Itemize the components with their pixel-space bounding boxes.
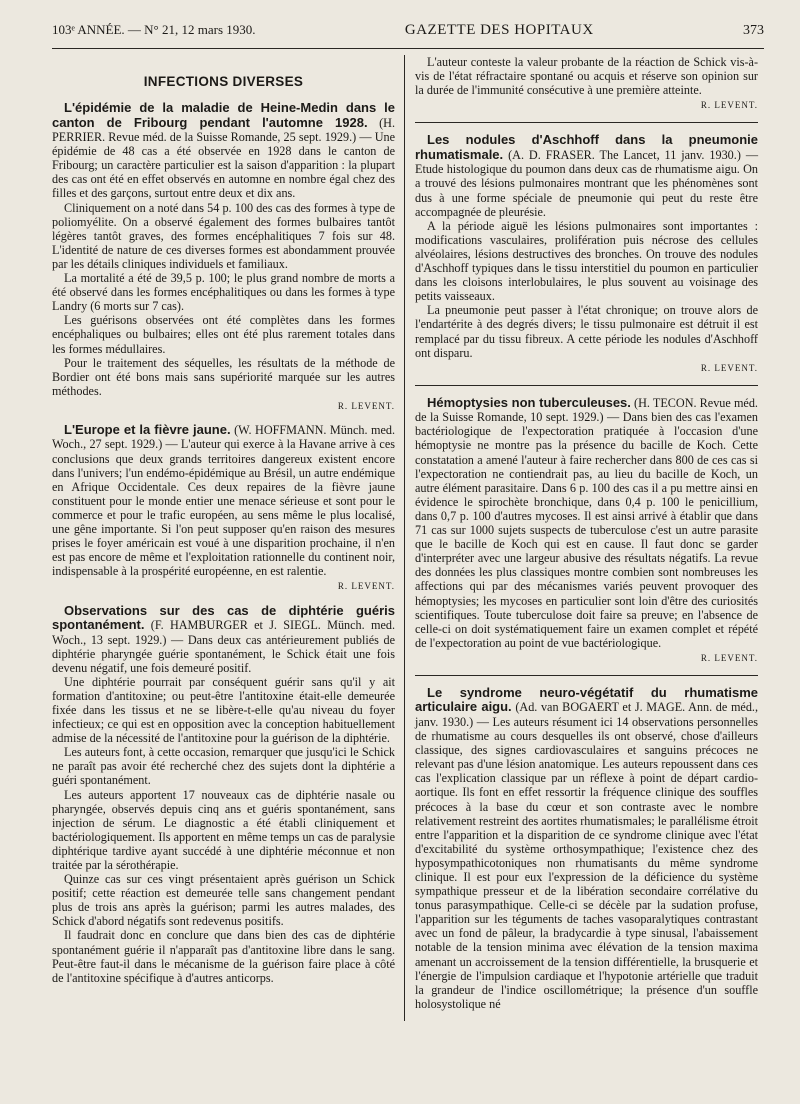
article-title: Le syndrome neuro-végétatif du rhumatisme articulaire aigu. (415, 684, 758, 715)
left-column (52, 55, 404, 1021)
article-paragraph: Une diphtérie pourrait par conséquent guérir sans qu'il y ait formation d'antitoxine; ou peut-être l'antitoxine était-elle demeurée fixée dans les tissus et ne se libère-t-elle qu'au niveau du foyer infectieux; ce qui est en opposition avec la conception habituellement admise de la nécessité de l'antitoxine pour la guérison de la diphtérie. (52, 674, 395, 746)
article-title: Observations sur des cas de diphtérie guéris spontanément. (52, 602, 395, 632)
page-number: 373 (743, 23, 764, 38)
author-signature: R. LEVENT. (700, 652, 758, 663)
article-reference: (Ad. van BOGAERT et J. MAGE. Ann. de méd., janv. 1930.) (415, 700, 759, 729)
section-heading: INFECTIONS DIVERSES (143, 74, 304, 89)
article-paragraph: — Les auteurs résument ici 14 observations personnelles de rhumatisme au cours desquelles ils ont observé, chose d'ailleurs classique, des signes cardiovasculaires et sanguins précoces ne relevant pas d'une lésion anatomique. Les auteurs repoussent dans ces cas l'explication classique par un réflexe à point de départ cardio-aortique. Ils font en effet ressortir la fréquence clinique des souffles précoces à la base du cœur et son contraste avec le nombre relativement restreint des aortites rhumatismales; le parallélisme étroit entre l'apparition et la disparition de ce syndrome clinique avec l'état d'excitabilité du système orthosympathique; l'existence chez des hyposympathicotoniques non rhumatisants du même syndrome clinique. Il est pour eux l'expression de la déficience du système sympathique presseur et de la libération secondaire corrélative du tonus parasympathique. Celle-ci se décèle par la sudation profuse, l'apparition sur les téguments de taches vasoparalytiques contrastant avec un fond de pâleur, la bradycardie à type sinusal, l'abaissement notable de la tension minima avec élévation de la tension maxima amenant un accroissement de la tension différentielle, la brusquerie et l'énergie de l'impulsion cardiaque et l'hypotonie artérielle que traduit la grandeur de l'indice oscillométrique; la présence d'un souffle holosystolique né (415, 714, 759, 1011)
article-title: Les nodules d'Aschhoff dans la pneumonie rhumatismale. (415, 132, 758, 162)
article-paragraph: Il faudrait donc en conclure que dans bien des cas de diphtérie spontanément guérie il n'apparaît pas d'antitoxine libre dans le sang. Peut-être faut-il dans le mécanisme de la guérison faire place à côté de l'antitoxine spécifique à d'autres anticorps. (52, 928, 395, 985)
article-paragraph: — Dans bien des cas l'examen bactériologique de l'expectoration pratiquée à l'occasion d'une hémoptysie ne montre pas la présence du bacille de Koch. Cette constatation a amené l'auteur à faire rechercher dans 800 de ces cas si l'expectoration ne contiendrait pas, au lieu du bacille de Koch, un autre élément parasitaire. Dans 6 p. 100 des cas il a pu mettre ainsi en évidence le spirochète bronchique, dans 0,4 p. 100 le penicillium, dans 0,7 p. 100 d'autres mycoses. Il est ainsi arrivé à établir que dans 71 cas sur 1000 sujets suspects de tuberculose c'est un autre parasite que le bacille de Koch qui est en cause. Il faut donc se garder d'interpréter avec une largeur abusive des résultats négatifs. La revue des données les plus classiques montre combien sont nombreuses les affections qui par des mécanismes variés peuvent provoquer des hémoptysies; les mycoses en particulier sont loin d'être des curiosités scientifiques. Toute tuberculose doit faire sa preuve; en l'absence de celle-ci on doit systématiquement faire un examen complet et répété de l'expectoration au point de vue bactériologique. (415, 410, 758, 650)
article-title: L'épidémie de la maladie de Heine-Medin dans le canton de Fribourg pendant l'automne 1928. (52, 100, 395, 130)
article-reference: (F. HAMBURGER et J. SIEGL. Münch. med. Woch., 13 sept. 1929.) (52, 618, 396, 647)
article-continuation (415, 55, 758, 112)
article-reference: (H. TECON. Revue méd. de la Suisse Romande, 10 sept. 1929.) (415, 395, 758, 425)
article-paragraph: A la période aiguë les lésions pulmonaires sont importantes : modifications vasculaires, prolifération puis nécrose des cellules alvéolaires, lésions destructives des bronches. On trouve des nodules d'Aschhoff typiques dans le tissu interstitiel du poumon en particulier dans les cloisons interlobulaires, le plus souvent au voisinage des petits vaisseaux. (415, 218, 758, 304)
article-paragraph: — L'auteur qui exerce à la Havane arrive à ces conclusions que deux grands territoires dangereux existent encore dans l'univers; l'un endémo-épidémique au Brésil, un autre endémique en Afrique Occidentale. Ces deux repaires de la fièvre jaune constituent pour le monde entier une menace sérieuse et sont pour le commerce et pour le trafic européen, au sens même le plus localisé, une gêne importante. Si l'on peut supposer qu'en raison des mesures prises le foyer américain est voué à une disparition prochaine, il n'en est pas encore de même et l'exploitation rationnelle du continent noir, indispensable à la prospérité européenne, en est ralentie. (52, 437, 395, 579)
issue-info: 103ᵉ ANNÉE. — N° 21, 12 mars 1930. (52, 22, 256, 37)
article-paragraph: La mortalité a été de 39,5 p. 100; le plus grand nombre de morts a été observé dans les formes encéphalitiques ou dans les formes à type Landry (6 morts sur 7 cas). (52, 271, 395, 314)
article-diphterie (52, 604, 395, 985)
article-paragraph: Les auteurs font, à cette occasion, remarquer que jusqu'ici le Schick ne paraît pas avoir été recherché chez des sujets dont la diphtérie a guéri spontanément. (52, 745, 395, 788)
author-signature: R. LEVENT. (700, 100, 758, 111)
article-reference: (H. PERRIER. Revue méd. de la Suisse Romande, 25 sept. 1929.) (52, 115, 395, 145)
article-title: L'Europe et la fièvre jaune. (64, 421, 231, 437)
article-fievre-jaune (52, 423, 395, 594)
author-signature: R. LEVENT. (337, 400, 395, 411)
page-header (52, 22, 764, 46)
article-paragraph: Quinze cas sur ces vingt présentaient après guérison un Schick positif; cette réaction est demeurée telle sans changement pendant plus de trois ans après la guérison; parmi les autres malades, des Schick d'abord négatifs sont redevenus positifs. (52, 872, 395, 929)
article-paragraph: — Dans deux cas antérieurement publiés de diphtérie pharyngée guérie spontanément, le Schick était une fois devenu négatif, une fois demeuré positif. (52, 632, 395, 675)
article-title: Hémoptysies non tuberculeuses. (427, 394, 631, 410)
article-paragraph: Les auteurs apportent 17 nouveaux cas de diphtérie nasale ou pharyngée, observés depuis cinq ans et guéris spontanément, sans injection de sérum. Le diagnostic a été établi cliniquement et bactériologiquement. Ils apportent en même temps un cas de paralysie diphtérique tardive ayant succédé à une diphtérie méconnue et non traitée par la sérothérapie. (52, 787, 395, 872)
article-paragraph: — Etude histologique du poumon dans deux cas de rhumatisme aigu. On a trouvé des lésions pulmonaires montrant que les phénomènes sont dus à une forme spéciale de pneumonie qui peut du reste être accompagnée de pleurésie. (415, 147, 758, 219)
article-divider (415, 675, 758, 676)
right-column (404, 55, 758, 1021)
article-paragraph: La pneumonie peut passer à l'état chronique; on trouve alors de l'endartérite à des degrés divers; le tissu pulmonaire est détruit il est remplacé par du tissu fibreux. A cette période les nodules d'Aschhoff ont disparu. (415, 303, 758, 360)
columns (52, 55, 764, 1021)
article-divider (415, 385, 758, 386)
article-heine-medin (52, 101, 395, 413)
article-paragraph: Pour le traitement des séquelles, les résultats de la méthode de Bordier ont été bons mais sans supériorité marquée sur les autres méthodes. (52, 355, 395, 398)
article-paragraph: L'auteur conteste la valeur probante de la réaction de Schick vis-à-vis de l'état réfractaire spontané ou acquis et réserve son opinion sur la durée de l'immunité consécutive à une première atteinte. (415, 55, 758, 98)
article-reference: (A. D. FRASER. The Lancet, 11 janv. 1930.) (508, 147, 741, 162)
author-signature: R. LEVENT. (700, 362, 758, 373)
article-paragraph: Cliniquement on a noté dans 54 p. 100 des cas des formes à type de poliomyélite. On a observé également des formes bulbaires tantôt légères tantôt graves, des formes encéphalitiques 7 fois sur 48. L'identité de nature de ces diverses formes est abondamment prouvée par les détails cliniques individuels et familiaux. (52, 200, 395, 271)
author-signature: R. LEVENT. (337, 581, 395, 592)
article-aschhoff (415, 133, 758, 374)
article-reference: (W. HOFFMANN. Münch. med. Woch., 27 sept. 1929.) (52, 422, 395, 452)
article-hemoptysies (415, 396, 758, 665)
article-paragraph: Les guérisons observées ont été complètes dans les formes encéphaliques ou bulbaires; elles ont été plus rarement totales dans les formes médullaires. (52, 313, 395, 356)
article-syndrome-neuro-vegetatif (415, 686, 758, 1011)
journal-title: GAZETTE DES HOPITAUX (404, 22, 594, 38)
article-paragraph: — Une épidémie de 48 cas a été observée en 1928 dans le canton de Fribourg; un caractère particulier est la saison d'apparition : la plupart des cas ont été en effet observés en automne en nombre égal chez des filles et des garçons, surtout entre deux et dix ans. (52, 130, 395, 201)
article-divider (415, 122, 758, 123)
header-rule (52, 48, 764, 49)
